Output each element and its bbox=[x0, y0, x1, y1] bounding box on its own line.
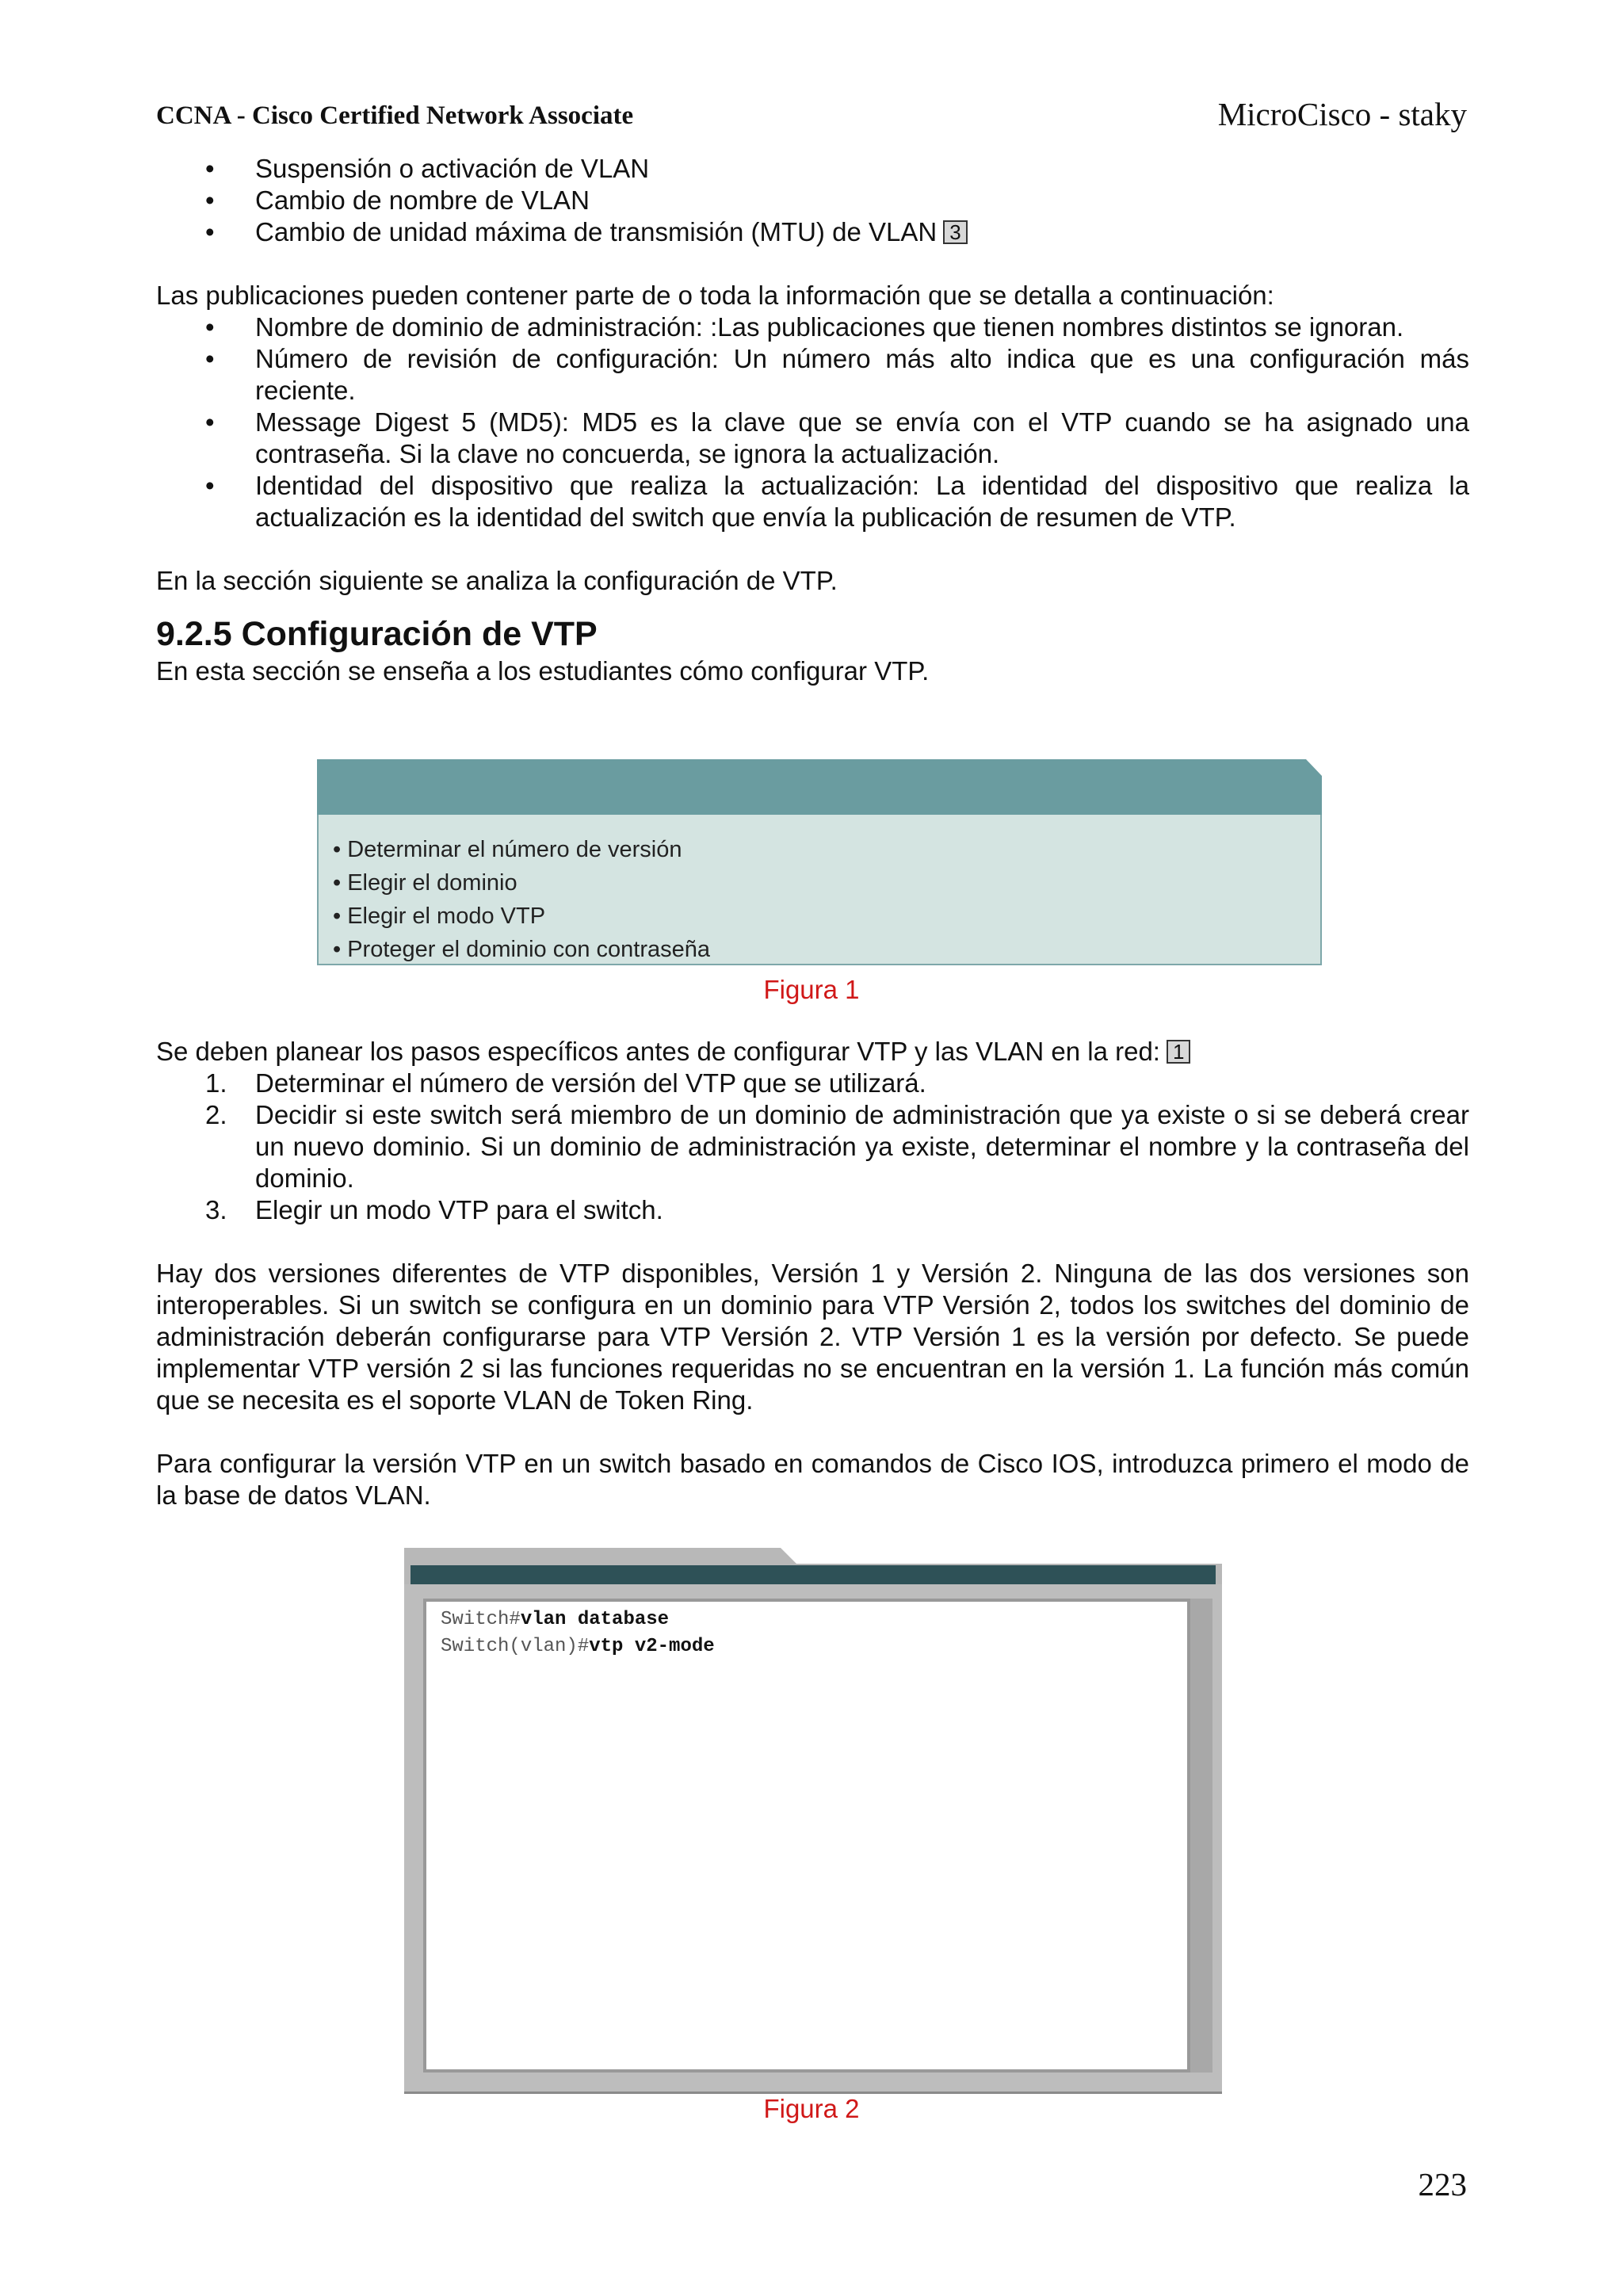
list-item: • Suspensión o activación de VLAN bbox=[205, 154, 650, 183]
figure-ref-link[interactable]: 3 bbox=[943, 220, 967, 244]
list-item: 2. Decidir si este switch será miembro de un dominio de administración que ya existe o si se deberá crear un nuevo dominio. Si un dominio de administración ya existe, determinar el nombre y la contraseña del dominio. bbox=[205, 1100, 1469, 1193]
list-item: 1. Determinar el número de versión del VTP que se utilizará. bbox=[205, 1068, 926, 1098]
terminal-scrollbar[interactable] bbox=[1190, 1599, 1212, 2073]
figure-1-item: • Elegir el dominio bbox=[333, 870, 517, 896]
figure-1-header-band bbox=[317, 759, 1322, 815]
list-item: 3. Elegir un modo VTP para el switch. bbox=[205, 1195, 663, 1224]
figure-1-item: • Determinar el número de versión bbox=[333, 837, 682, 862]
page-number: 223 bbox=[1418, 2166, 1467, 2202]
list-item: • Nombre de dominio de administración: :Las publicaciones que tienen nombres distintos se ignoran. bbox=[205, 312, 1404, 342]
list-item: • Message Digest 5 (MD5): MD5 es la clave que se envía con el VTP cuando se ha asignado una contraseña. Si la clave no concuerda, se ignora la actualización. bbox=[205, 407, 1469, 468]
page-content bbox=[156, 153, 1469, 687]
list-item: • Cambio de unidad máxima de transmisión (MTU) de VLAN 3 bbox=[156, 216, 1469, 248]
paragraph: Hay dos versiones diferentes de VTP disponibles, Versión 1 y Versión 2. Ninguna de las dos versiones son interoperables. Si un switch se configura en un dominio para VTP Versión 2, todos los switches del dominio de administración deberán configurarse para VTP Versión 2. VTP Versión 1 es la versión por defecto. Se puede implementar VTP versión 2 si las funciones requeridas no se encuentran en la versión 1. La función más común que se necesita es el soporte VLAN de Token Ring. bbox=[156, 1259, 1469, 1415]
section-title: 9.2.5 Configuración de VTP bbox=[156, 615, 598, 653]
figure-1-item: • Proteger el dominio con contraseña bbox=[333, 937, 711, 962]
bullet-icon: • bbox=[205, 471, 215, 500]
figure-1 bbox=[317, 759, 1322, 967]
figure-ref-link[interactable]: 1 bbox=[1167, 1040, 1190, 1064]
paragraph: Las publicaciones pueden contener parte de o toda la información que se detalla a continuación: bbox=[156, 281, 1274, 310]
bullet-icon: • bbox=[205, 217, 215, 246]
figure-1-panel bbox=[317, 815, 1322, 965]
page-content-lower bbox=[156, 1036, 1469, 1511]
figure-1-item: • Elegir el modo VTP bbox=[333, 904, 546, 929]
intro-bullet-list bbox=[156, 153, 1469, 248]
figure-2-titlebar bbox=[411, 1565, 1216, 1584]
figure-2 bbox=[404, 1548, 1222, 2092]
figure-1-caption: Figura 1 bbox=[763, 975, 860, 1004]
list-item: • Cambio de nombre de VLAN bbox=[205, 185, 590, 215]
step-number: 1. bbox=[205, 1068, 227, 1098]
bullet-icon: • bbox=[205, 407, 215, 437]
step-number: 3. bbox=[205, 1195, 227, 1224]
terminal-line: Switch(vlan)#vtp v2-mode bbox=[441, 1636, 715, 1657]
section-intro: En esta sección se enseña a los estudiantes cómo configurar VTP. bbox=[156, 656, 930, 686]
list-item: • Identidad del dispositivo que realiza la actualización: La identidad del dispositivo que realiza la actualización es la identidad del switch que envía la publicación de resumen de VTP. bbox=[205, 471, 1469, 532]
paragraph: Para configurar la versión VTP en un switch basado en comandos de Cisco IOS, introduzca primero el modo de la base de datos VLAN. bbox=[156, 1449, 1469, 1510]
figure-2-caption: Figura 2 bbox=[763, 2094, 860, 2123]
paragraph: En la sección siguiente se analiza la configuración de VTP. bbox=[156, 566, 838, 595]
step-number: 2. bbox=[205, 1100, 227, 1129]
paragraph: Se deben planear los pasos específicos antes de configurar VTP y las VLAN en la red: 1 bbox=[156, 1036, 1469, 1068]
list-item: • Número de revisión de configuración: Un número más alto indica que es una configuración más reciente. bbox=[205, 344, 1469, 405]
terminal-window bbox=[423, 1599, 1190, 2073]
running-header-left: CCNA - Cisco Certified Network Associate bbox=[156, 101, 634, 130]
steps-list bbox=[156, 1068, 1469, 1226]
running-header-right: MicroCisco - staky bbox=[1217, 96, 1467, 132]
terminal-line: Switch#vlan database bbox=[441, 1609, 670, 1630]
bullet-icon: • bbox=[205, 185, 215, 215]
bullet-icon: • bbox=[205, 312, 215, 342]
publication-bullet-list bbox=[156, 311, 1469, 533]
bullet-icon: • bbox=[205, 154, 215, 183]
bullet-icon: • bbox=[205, 344, 215, 373]
